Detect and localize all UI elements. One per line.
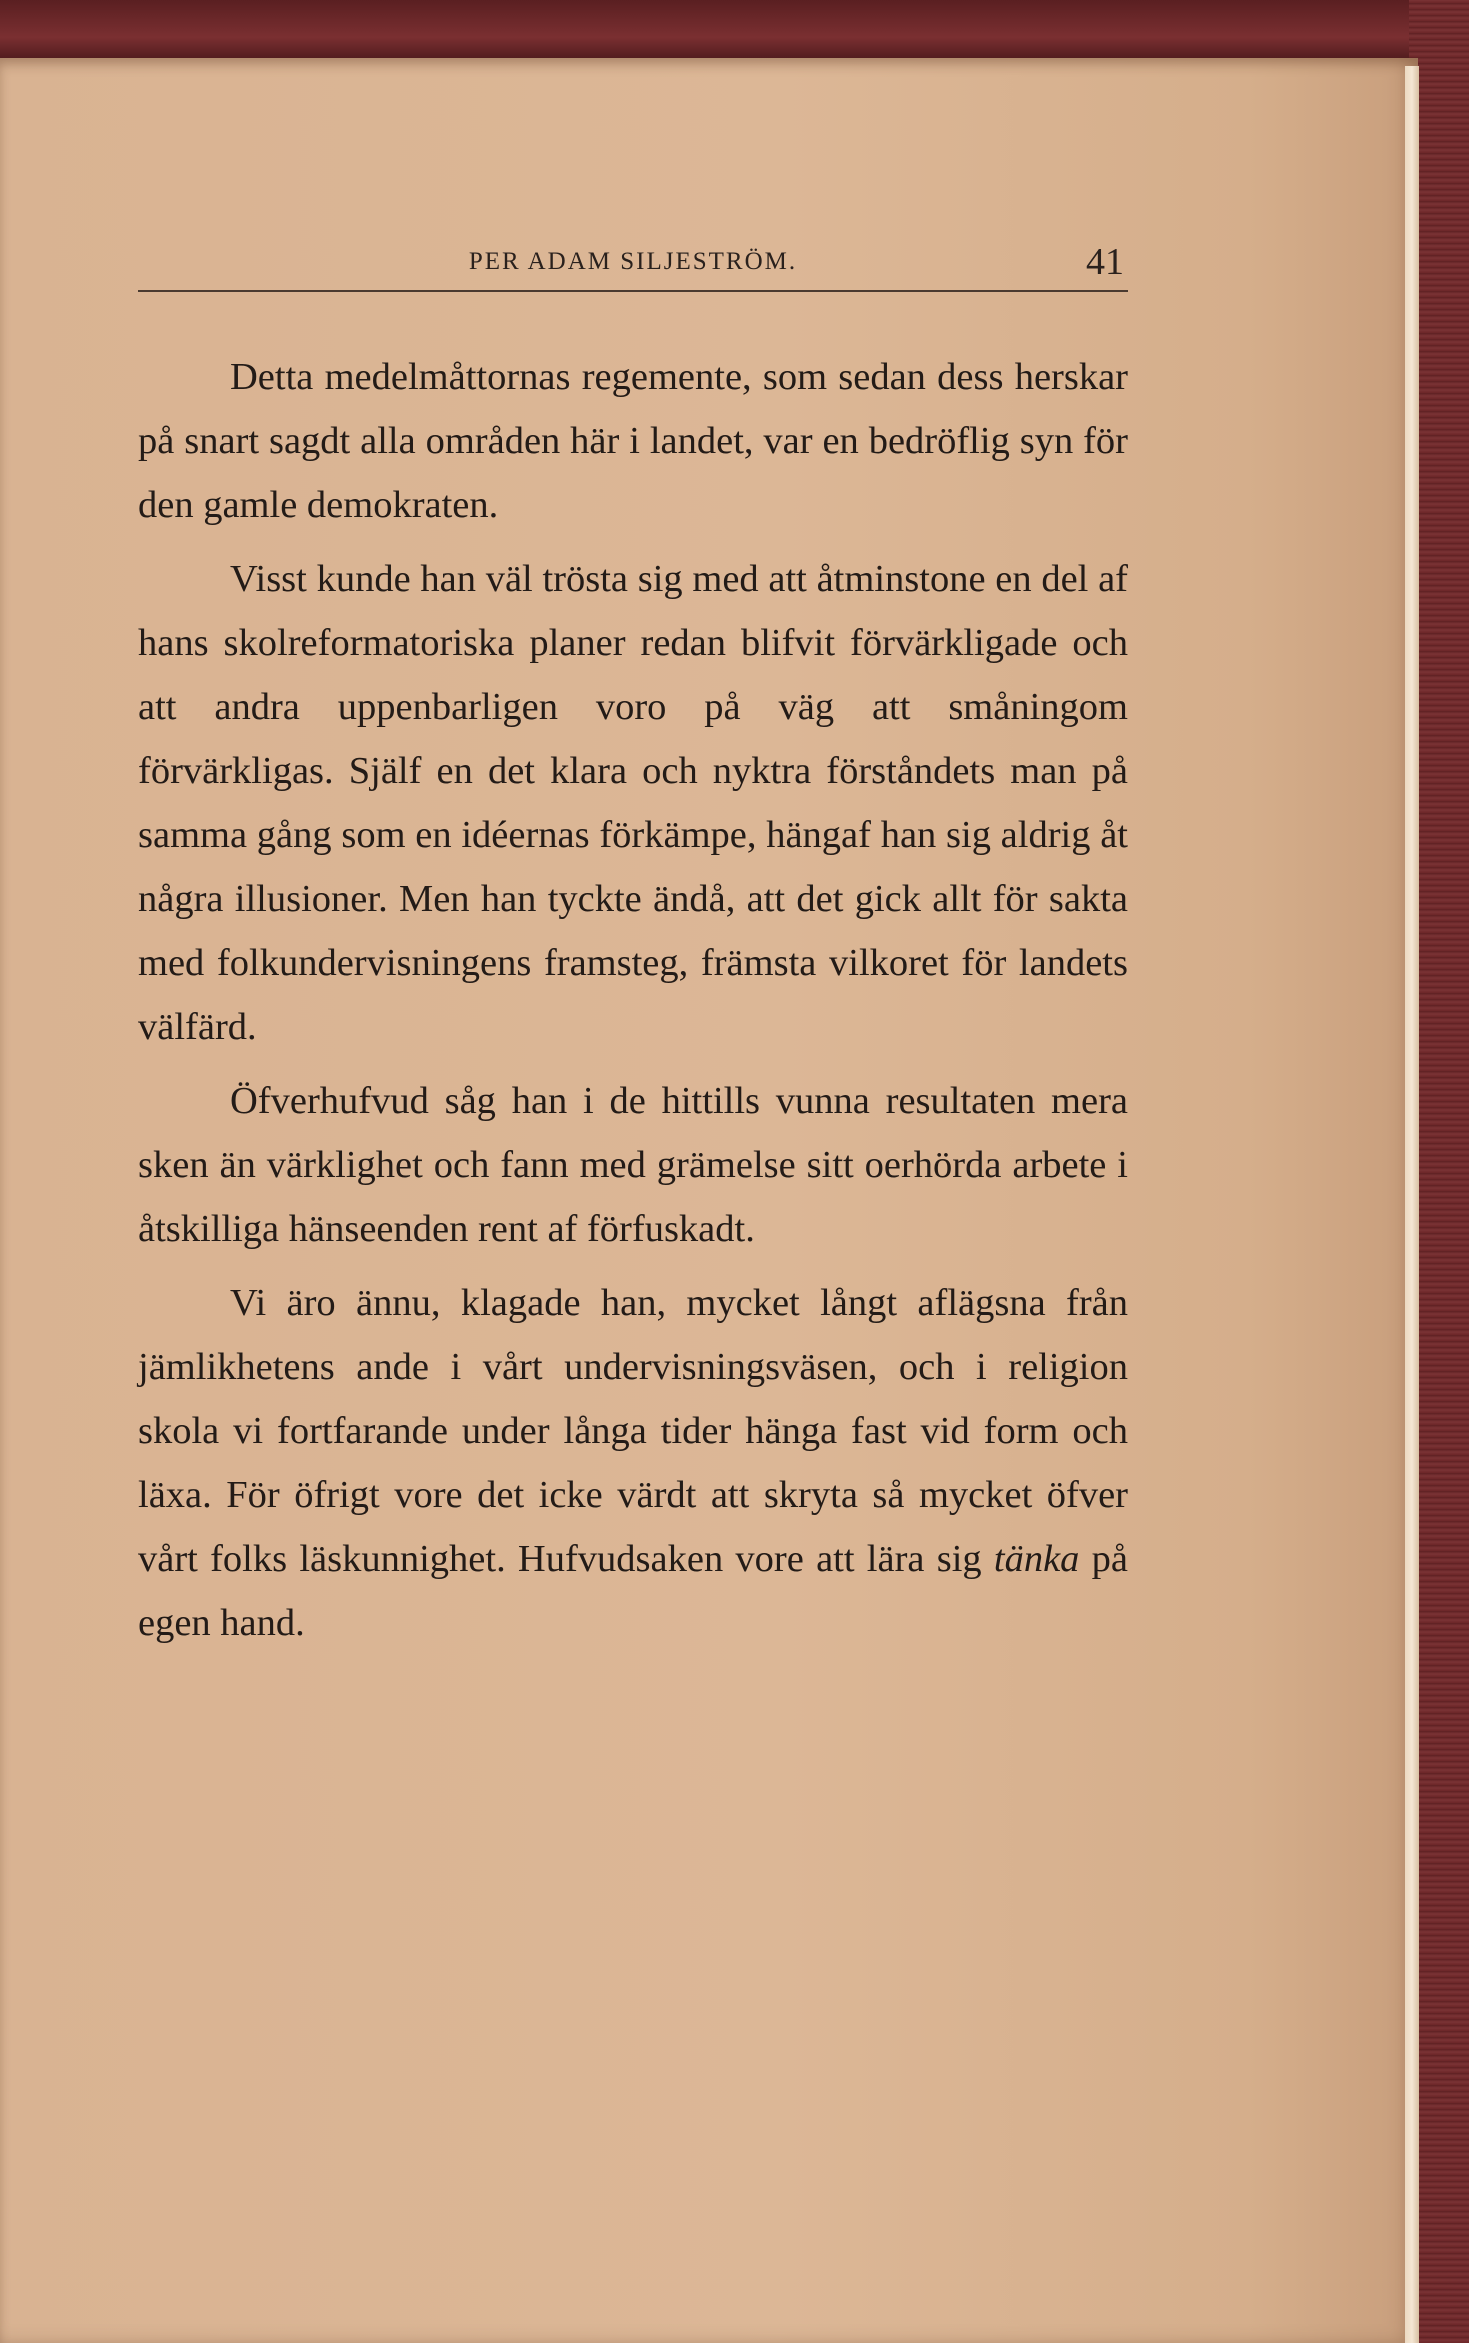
paragraph-3: Öfverhufvud såg han i de hittills vunna resultaten mera sken än värklighet och fann med grämelse sitt oerhörda arbete i åtskilliga hänseenden rent af förfuskadt.	[138, 1080, 1128, 1250]
page-edge	[1405, 66, 1419, 2343]
paragraph-4	[138, 1271, 1128, 1655]
page-number: 41	[1086, 241, 1124, 283]
italic-word: tänka	[993, 1538, 1080, 1580]
running-head-title: PER ADAM SILJESTRÖM.	[468, 248, 798, 275]
running-head	[138, 240, 1128, 292]
body-text	[138, 345, 1128, 1655]
paragraph-2: Visst kunde han väl trösta sig med att åtminstone en del af hans skolreformatoriska planer redan blifvit förvärkligade och att andra uppenbarligen voro på väg att småningom förvärkligas. Själf en det klara och nyktra förståndets man på samma gång som en idéernas förkämpe, hängaf han sig aldrig åt några illusioner. Men han tyckte ändå, att det gick allt för sakta med folkundervisningens framsteg, främsta vilkoret för landets välfärd.	[138, 558, 1128, 1048]
top-binding	[0, 0, 1469, 62]
paragraph-1: Detta medelmåttornas regemente, som sedan dess herskar på snart sagdt alla områden här i landet, var en bedröflig syn för den gamle demokraten.	[138, 356, 1128, 526]
paragraph-4-text-start: Vi äro ännu, klagade han, mycket långt aflägsna från jämlikhetens ande i vårt undervisningsväsen, och i religion skola vi fortfarande under långa tider hänga fast vid form och läxa. För öfrigt vore det icke värdt att skryta så mycket öfver vårt folks läskunnighet. Hufvudsaken vore att lära sig	[138, 1282, 1128, 1580]
paragraph-4-text-end: på egen hand.	[138, 1538, 1128, 1644]
